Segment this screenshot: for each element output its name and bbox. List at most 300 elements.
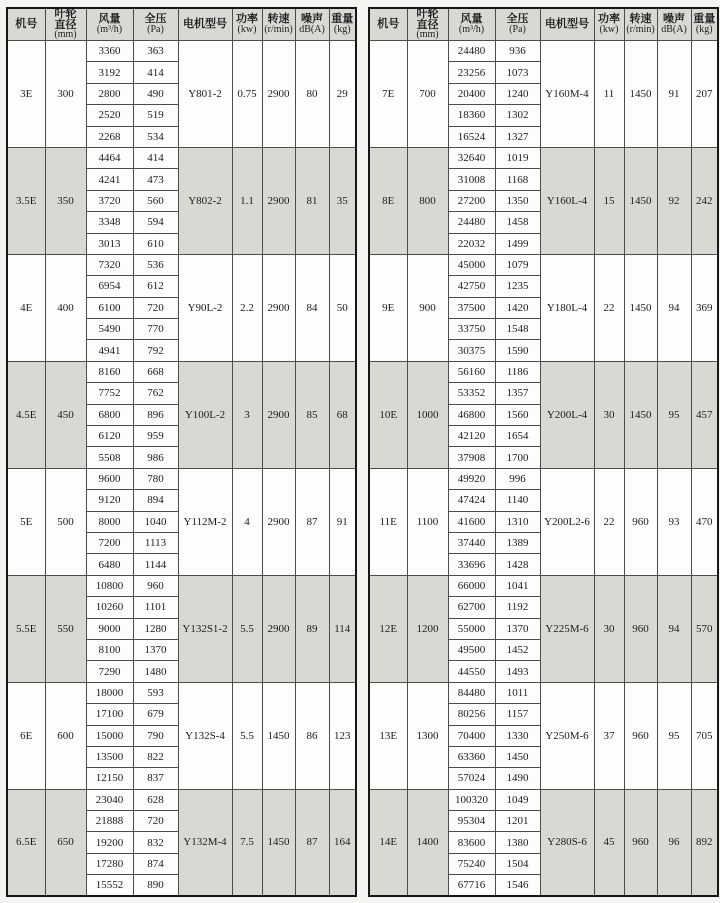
diameter-cell: 900: [407, 254, 448, 361]
airflow-cell: 37500: [448, 297, 495, 318]
airflow-cell: 57024: [448, 768, 495, 789]
speed-cell: 1450: [262, 682, 295, 789]
pressure-cell: 668: [133, 361, 178, 382]
airflow-cell: 5508: [86, 447, 133, 468]
weight-cell: 570: [691, 575, 718, 682]
pressure-cell: 1654: [495, 426, 540, 447]
header-unit-power: (kw): [599, 23, 619, 35]
power-cell: 11: [594, 41, 624, 148]
airflow-cell: 12150: [86, 768, 133, 789]
speed-cell: 1450: [624, 361, 657, 468]
speed-cell: 960: [624, 468, 657, 575]
header-unit-noise: dB(A): [299, 23, 325, 35]
airflow-cell: 33750: [448, 319, 495, 340]
power-cell: 45: [594, 789, 624, 896]
airflow-cell: 84480: [448, 682, 495, 703]
pressure-cell: 1428: [495, 554, 540, 575]
table-row: [369, 254, 718, 275]
pressure-cell: 1700: [495, 447, 540, 468]
airflow-cell: 17280: [86, 853, 133, 874]
header-unit-diameter: (mm): [416, 29, 439, 40]
pressure-cell: 936: [495, 41, 540, 62]
pressure-cell: 1113: [133, 532, 178, 553]
power-cell: 0.75: [232, 41, 262, 148]
pressure-cell: 534: [133, 126, 178, 147]
header-cell-machine: 机号: [7, 8, 45, 41]
speed-cell: 2900: [262, 41, 295, 148]
pressure-cell: 414: [133, 147, 178, 168]
airflow-cell: 3192: [86, 62, 133, 83]
noise-cell: 87: [295, 468, 329, 575]
noise-cell: 87: [295, 789, 329, 896]
airflow-cell: 13500: [86, 746, 133, 767]
airflow-cell: 18000: [86, 682, 133, 703]
header-unit-speed: (r/min): [626, 23, 655, 35]
header-cell-noise: 噪声 dB(A): [657, 8, 691, 41]
power-cell: 1.1: [232, 147, 262, 254]
pressure-cell: 1370: [495, 618, 540, 639]
airflow-cell: 10260: [86, 597, 133, 618]
airflow-cell: 6800: [86, 404, 133, 425]
diameter-cell: 1100: [407, 468, 448, 575]
diameter-cell: 1000: [407, 361, 448, 468]
table-row: [7, 361, 356, 382]
table-row: [7, 147, 356, 168]
table-row: [369, 468, 718, 489]
pressure-cell: 1192: [495, 597, 540, 618]
pressure-cell: 1049: [495, 789, 540, 810]
airflow-cell: 53352: [448, 383, 495, 404]
power-cell: 30: [594, 575, 624, 682]
pressure-cell: 720: [133, 811, 178, 832]
airflow-cell: 10800: [86, 575, 133, 596]
header-unit-pressure: (Pa): [147, 23, 164, 35]
table-row: [7, 254, 356, 275]
pressure-cell: 780: [133, 468, 178, 489]
airflow-cell: 32640: [448, 147, 495, 168]
airflow-cell: 70400: [448, 725, 495, 746]
motor-cell: Y180L-4: [540, 254, 594, 361]
pressure-cell: 1350: [495, 190, 540, 211]
pressure-cell: 832: [133, 832, 178, 853]
airflow-cell: 8100: [86, 639, 133, 660]
airflow-cell: 3013: [86, 233, 133, 254]
motor-cell: Y160L-4: [540, 147, 594, 254]
airflow-cell: 55000: [448, 618, 495, 639]
noise-cell: 89: [295, 575, 329, 682]
model-cell: 13E: [369, 682, 407, 789]
diameter-cell: 500: [45, 468, 86, 575]
airflow-cell: 95304: [448, 811, 495, 832]
header-cell-power: 功率 (kw): [232, 8, 262, 41]
pressure-cell: 1480: [133, 661, 178, 682]
airflow-cell: 17100: [86, 704, 133, 725]
pressure-cell: 1280: [133, 618, 178, 639]
motor-cell: Y132S1-2: [178, 575, 232, 682]
airflow-cell: 42120: [448, 426, 495, 447]
airflow-cell: 100320: [448, 789, 495, 810]
pressure-cell: 792: [133, 340, 178, 361]
airflow-cell: 31008: [448, 169, 495, 190]
pressure-cell: 1302: [495, 105, 540, 126]
power-cell: 30: [594, 361, 624, 468]
pressure-cell: 1235: [495, 276, 540, 297]
pressure-cell: 720: [133, 297, 178, 318]
table-row: [369, 575, 718, 596]
pressure-cell: 473: [133, 169, 178, 190]
speed-cell: 1450: [624, 147, 657, 254]
airflow-cell: 2520: [86, 105, 133, 126]
weight-cell: 705: [691, 682, 718, 789]
motor-cell: Y100L-2: [178, 361, 232, 468]
speed-cell: 2900: [262, 254, 295, 361]
airflow-cell: 45000: [448, 254, 495, 275]
model-cell: 6E: [7, 682, 45, 789]
diameter-cell: 350: [45, 147, 86, 254]
airflow-cell: 15000: [86, 725, 133, 746]
airflow-cell: 41600: [448, 511, 495, 532]
header-cell-diameter: 叶轮 直径 (mm): [45, 8, 86, 41]
pressure-cell: 1140: [495, 490, 540, 511]
airflow-cell: 62700: [448, 597, 495, 618]
airflow-cell: 75240: [448, 853, 495, 874]
model-cell: 6.5E: [7, 789, 45, 896]
pressure-cell: 1330: [495, 725, 540, 746]
pressure-cell: 1144: [133, 554, 178, 575]
weight-cell: 164: [329, 789, 356, 896]
airflow-cell: 56160: [448, 361, 495, 382]
airflow-cell: 8000: [86, 511, 133, 532]
header-cell-airflow: 风量 (m³/h): [86, 8, 133, 41]
airflow-cell: 23040: [86, 789, 133, 810]
power-cell: 7.5: [232, 789, 262, 896]
airflow-cell: 9120: [86, 490, 133, 511]
header-cell-motor: 电机型号: [178, 8, 232, 41]
airflow-cell: 80256: [448, 704, 495, 725]
table-row: [7, 682, 356, 703]
pressure-cell: 628: [133, 789, 178, 810]
noise-cell: 94: [657, 254, 691, 361]
pressure-cell: 1420: [495, 297, 540, 318]
airflow-cell: 24480: [448, 212, 495, 233]
model-cell: 8E: [369, 147, 407, 254]
noise-cell: 96: [657, 789, 691, 896]
airflow-cell: 33696: [448, 554, 495, 575]
weight-cell: 369: [691, 254, 718, 361]
airflow-cell: 20400: [448, 83, 495, 104]
power-cell: 2.2: [232, 254, 262, 361]
airflow-cell: 7752: [86, 383, 133, 404]
power-cell: 5.5: [232, 575, 262, 682]
pressure-cell: 896: [133, 404, 178, 425]
airflow-cell: 66000: [448, 575, 495, 596]
noise-cell: 92: [657, 147, 691, 254]
pressure-cell: 1201: [495, 811, 540, 832]
power-cell: 3: [232, 361, 262, 468]
header-unit-weight: (kg): [333, 23, 351, 35]
pressure-cell: 1101: [133, 597, 178, 618]
pressure-cell: 1186: [495, 361, 540, 382]
motor-cell: Y280S-6: [540, 789, 594, 896]
header-unit-airflow: (m³/h): [96, 23, 123, 35]
airflow-cell: 7290: [86, 661, 133, 682]
motor-cell: Y225M-6: [540, 575, 594, 682]
pressure-cell: 1040: [133, 511, 178, 532]
airflow-cell: 37908: [448, 447, 495, 468]
airflow-cell: 6120: [86, 426, 133, 447]
airflow-cell: 30375: [448, 340, 495, 361]
noise-cell: 93: [657, 468, 691, 575]
model-cell: 9E: [369, 254, 407, 361]
speed-cell: 1450: [262, 789, 295, 896]
header-cell-power: 功率 (kw): [594, 8, 624, 41]
model-cell: 11E: [369, 468, 407, 575]
pressure-cell: 1011: [495, 682, 540, 703]
header-cell-motor: 电机型号: [540, 8, 594, 41]
pressure-cell: 1504: [495, 853, 540, 874]
header-unit-airflow: (m³/h): [458, 23, 485, 35]
speed-cell: 2900: [262, 468, 295, 575]
header-cell-pressure: 全压 (Pa): [495, 8, 540, 41]
pressure-cell: 612: [133, 276, 178, 297]
airflow-cell: 24480: [448, 41, 495, 62]
speed-cell: 2900: [262, 147, 295, 254]
noise-cell: 91: [657, 41, 691, 148]
pressure-cell: 1389: [495, 532, 540, 553]
airflow-cell: 21888: [86, 811, 133, 832]
weight-cell: 91: [329, 468, 356, 575]
airflow-cell: 4941: [86, 340, 133, 361]
table-row: [7, 575, 356, 596]
airflow-cell: 8160: [86, 361, 133, 382]
pressure-cell: 1327: [495, 126, 540, 147]
model-cell: 4.5E: [7, 361, 45, 468]
header-cell-weight: 重量 (kg): [691, 8, 718, 41]
airflow-cell: 9000: [86, 618, 133, 639]
airflow-cell: 49500: [448, 639, 495, 660]
airflow-cell: 4241: [86, 169, 133, 190]
airflow-cell: 16524: [448, 126, 495, 147]
pressure-cell: 679: [133, 704, 178, 725]
airflow-cell: 2800: [86, 83, 133, 104]
motor-cell: Y132M-4: [178, 789, 232, 896]
airflow-cell: 9600: [86, 468, 133, 489]
airflow-cell: 5490: [86, 319, 133, 340]
header-row: [369, 8, 718, 41]
power-cell: 15: [594, 147, 624, 254]
header-unit-weight: (kg): [695, 23, 713, 35]
pressure-cell: 1310: [495, 511, 540, 532]
weight-cell: 29: [329, 41, 356, 148]
airflow-cell: 37440: [448, 532, 495, 553]
airflow-cell: 23256: [448, 62, 495, 83]
noise-cell: 85: [295, 361, 329, 468]
airflow-cell: 15552: [86, 875, 133, 896]
pressure-cell: 986: [133, 447, 178, 468]
power-cell: 22: [594, 468, 624, 575]
airflow-cell: 49920: [448, 468, 495, 489]
pressure-cell: 1499: [495, 233, 540, 254]
weight-cell: 50: [329, 254, 356, 361]
table-row: [7, 41, 356, 62]
pressure-cell: 790: [133, 725, 178, 746]
noise-cell: 94: [657, 575, 691, 682]
header-cell-speed: 转速 (r/min): [624, 8, 657, 41]
spec-table-right: [368, 7, 719, 897]
speed-cell: 1450: [624, 254, 657, 361]
pressure-cell: 1157: [495, 704, 540, 725]
diameter-cell: 1400: [407, 789, 448, 896]
weight-cell: 35: [329, 147, 356, 254]
airflow-cell: 3360: [86, 41, 133, 62]
weight-cell: 892: [691, 789, 718, 896]
pressure-cell: 960: [133, 575, 178, 596]
noise-cell: 95: [657, 361, 691, 468]
pressure-cell: 594: [133, 212, 178, 233]
motor-cell: Y200L2-6: [540, 468, 594, 575]
airflow-cell: 27200: [448, 190, 495, 211]
diameter-cell: 1300: [407, 682, 448, 789]
power-cell: 37: [594, 682, 624, 789]
pressure-cell: 1168: [495, 169, 540, 190]
model-cell: 10E: [369, 361, 407, 468]
table-row: [369, 682, 718, 703]
table-row: [369, 361, 718, 382]
airflow-cell: 46800: [448, 404, 495, 425]
pressure-cell: 560: [133, 190, 178, 211]
airflow-cell: 19200: [86, 832, 133, 853]
table-row: [7, 468, 356, 489]
airflow-cell: 22032: [448, 233, 495, 254]
pressure-cell: 519: [133, 105, 178, 126]
pressure-cell: 490: [133, 83, 178, 104]
pressure-cell: 837: [133, 768, 178, 789]
model-cell: 12E: [369, 575, 407, 682]
noise-cell: 81: [295, 147, 329, 254]
diameter-cell: 450: [45, 361, 86, 468]
header-unit-speed: (r/min): [264, 23, 293, 35]
header-cell-speed: 转速 (r/min): [262, 8, 295, 41]
table-row: [7, 789, 356, 810]
model-cell: 7E: [369, 41, 407, 148]
model-cell: 4E: [7, 254, 45, 361]
speed-cell: 960: [624, 789, 657, 896]
weight-cell: 114: [329, 575, 356, 682]
noise-cell: 80: [295, 41, 329, 148]
pressure-cell: 1370: [133, 639, 178, 660]
airflow-cell: 63360: [448, 746, 495, 767]
noise-cell: 84: [295, 254, 329, 361]
header-cell-weight: 重量 (kg): [329, 8, 356, 41]
weight-cell: 123: [329, 682, 356, 789]
airflow-cell: 18360: [448, 105, 495, 126]
model-cell: 5.5E: [7, 575, 45, 682]
header-cell-pressure: 全压 (Pa): [133, 8, 178, 41]
airflow-cell: 7320: [86, 254, 133, 275]
noise-cell: 95: [657, 682, 691, 789]
airflow-cell: 3348: [86, 212, 133, 233]
table-row: [369, 41, 718, 62]
model-cell: 3E: [7, 41, 45, 148]
diameter-cell: 400: [45, 254, 86, 361]
pressure-cell: 822: [133, 746, 178, 767]
diameter-cell: 650: [45, 789, 86, 896]
pressure-cell: 1458: [495, 212, 540, 233]
motor-cell: Y200L-4: [540, 361, 594, 468]
pressure-cell: 996: [495, 468, 540, 489]
header-unit-diameter: (mm): [54, 29, 77, 40]
motor-cell: Y250M-6: [540, 682, 594, 789]
airflow-cell: 83600: [448, 832, 495, 853]
weight-cell: 470: [691, 468, 718, 575]
power-cell: 22: [594, 254, 624, 361]
header-cell-airflow: 风量 (m³/h): [448, 8, 495, 41]
header-unit-pressure: (Pa): [509, 23, 526, 35]
pressure-cell: 959: [133, 426, 178, 447]
airflow-cell: 6480: [86, 554, 133, 575]
weight-cell: 242: [691, 147, 718, 254]
table-row: [369, 789, 718, 810]
pressure-cell: 610: [133, 233, 178, 254]
pressure-cell: 762: [133, 383, 178, 404]
pressure-cell: 1590: [495, 340, 540, 361]
pressure-cell: 1493: [495, 661, 540, 682]
power-cell: 5.5: [232, 682, 262, 789]
pressure-cell: 1380: [495, 832, 540, 853]
motor-cell: Y160M-4: [540, 41, 594, 148]
pressure-cell: 1041: [495, 575, 540, 596]
weight-cell: 207: [691, 41, 718, 148]
airflow-cell: 6954: [86, 276, 133, 297]
pressure-cell: 1019: [495, 147, 540, 168]
header-row: [7, 8, 356, 41]
pressure-cell: 1240: [495, 83, 540, 104]
pressure-cell: 874: [133, 853, 178, 874]
motor-cell: Y90L-2: [178, 254, 232, 361]
pressure-cell: 1073: [495, 62, 540, 83]
pressure-cell: 414: [133, 62, 178, 83]
pressure-cell: 1079: [495, 254, 540, 275]
header-unit-power: (kw): [237, 23, 257, 35]
speed-cell: 1450: [624, 41, 657, 148]
pressure-cell: 1560: [495, 404, 540, 425]
pressure-cell: 894: [133, 490, 178, 511]
diameter-cell: 1200: [407, 575, 448, 682]
diameter-cell: 300: [45, 41, 86, 148]
pressure-cell: 363: [133, 41, 178, 62]
weight-cell: 457: [691, 361, 718, 468]
airflow-cell: 47424: [448, 490, 495, 511]
motor-cell: Y802-2: [178, 147, 232, 254]
model-cell: 5E: [7, 468, 45, 575]
motor-cell: Y801-2: [178, 41, 232, 148]
speed-cell: 2900: [262, 575, 295, 682]
airflow-cell: 7200: [86, 532, 133, 553]
weight-cell: 68: [329, 361, 356, 468]
pressure-cell: 1490: [495, 768, 540, 789]
pressure-cell: 1548: [495, 319, 540, 340]
speed-cell: 2900: [262, 361, 295, 468]
pressure-cell: 770: [133, 319, 178, 340]
model-cell: 3.5E: [7, 147, 45, 254]
airflow-cell: 4464: [86, 147, 133, 168]
pressure-cell: 1546: [495, 875, 540, 896]
pressure-cell: 536: [133, 254, 178, 275]
speed-cell: 960: [624, 575, 657, 682]
airflow-cell: 2268: [86, 126, 133, 147]
power-cell: 4: [232, 468, 262, 575]
pressure-cell: 1450: [495, 746, 540, 767]
